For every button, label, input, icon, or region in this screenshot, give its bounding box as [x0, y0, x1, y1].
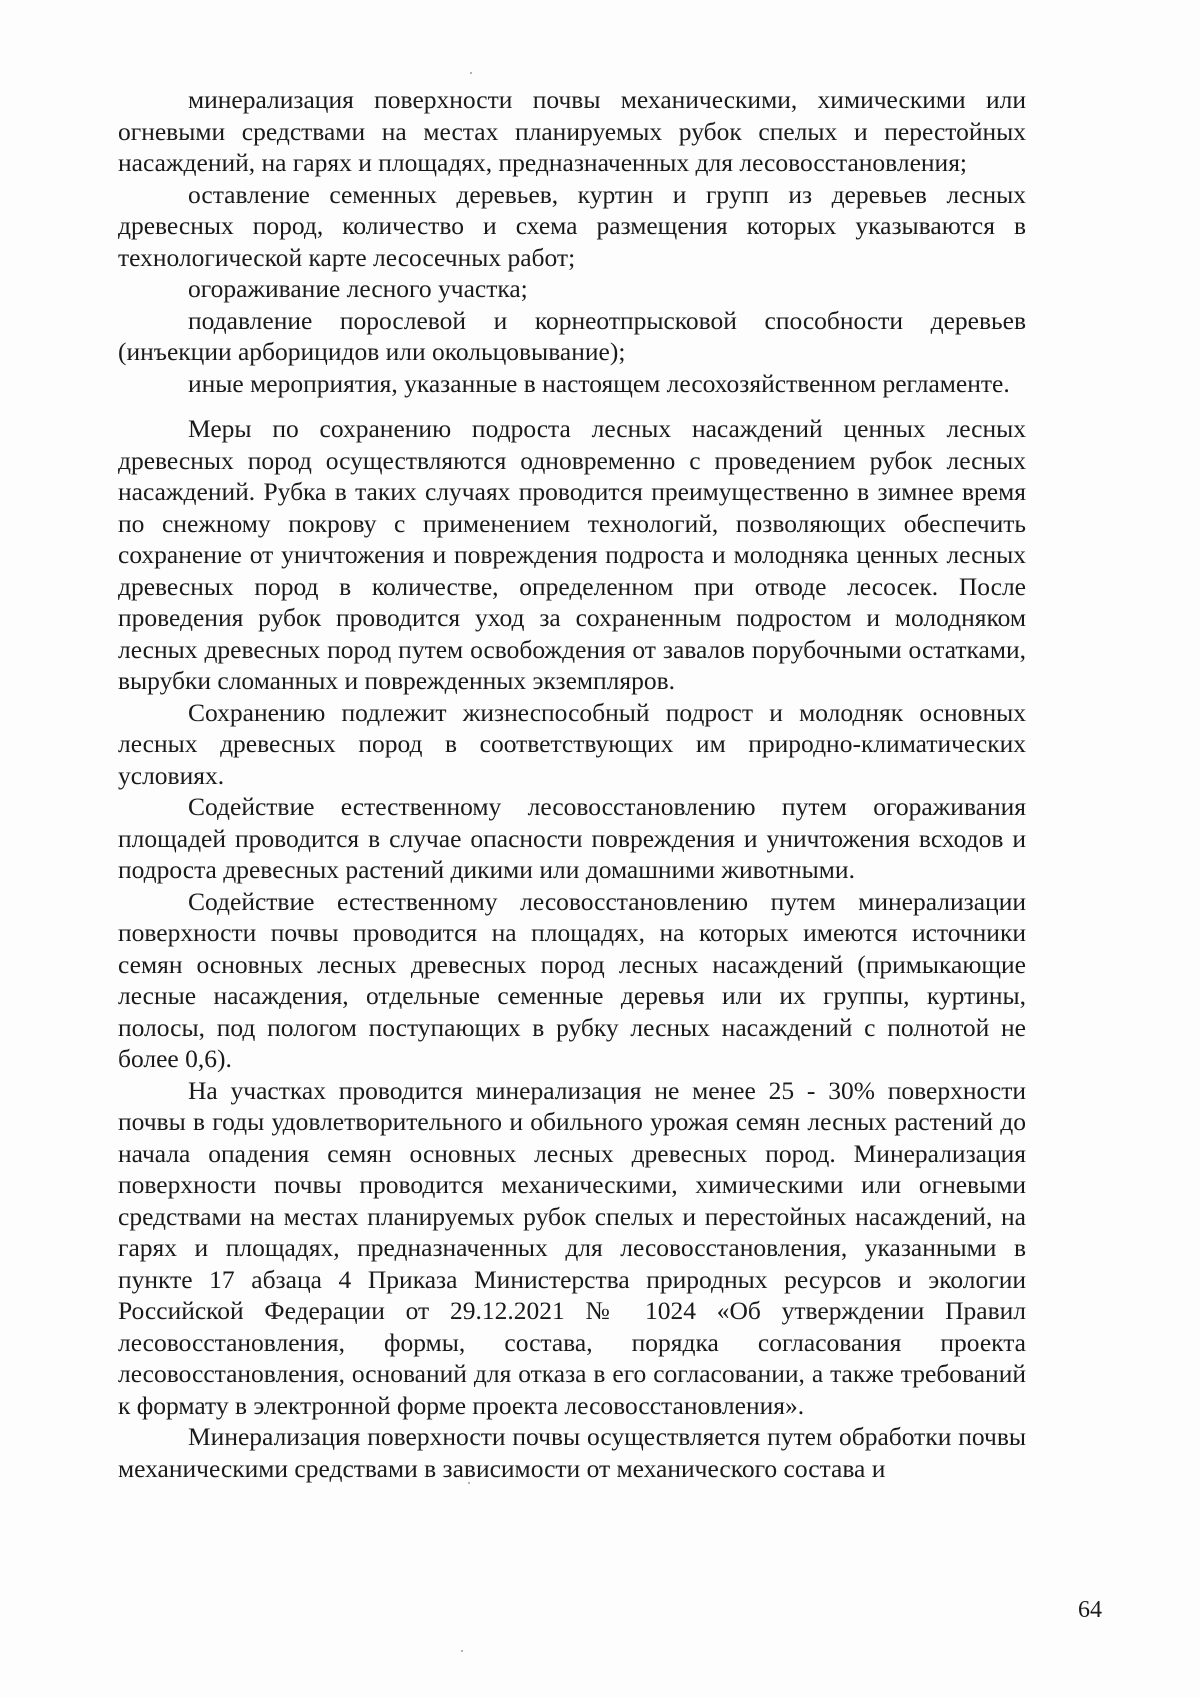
paragraph: Содействие естественному лесовосстановлению путем минерализации поверхности почвы проводится на площадях, на которых имеются источники семян основных лесных древесных пород лесных насаждений (примыкающие лесные насаждения, отдельные семенные деревья или их группы, куртины, полосы, под пологом поступающих в рубку лесных насаждений с полнотой не более 0,6). — [118, 886, 1026, 1073]
paragraph: огораживание лесного участка; — [188, 274, 528, 303]
document-body — [118, 84, 1026, 1484]
paragraph: минерализация поверхности почвы механическими, химическими или огневыми средствами на местах планируемых рубок спелых и перестойных насаждений, на гарях и площадях, предназначенных для лесовосстановления; — [118, 85, 1026, 177]
paragraph: Содействие естественному лесовосстановлению путем огораживания площадей проводится в случае опасности повреждения и уничтожения всходов и подроста древесных растений дикими или домашними животными. — [118, 792, 1026, 884]
paragraph: На участках проводится минерализация не менее 25 - 30% поверхности почвы в годы удовлетворительного и обильного урожая семян лесных растений до начала опадения семян основных лесных древесных пород. Минерализация поверхности почвы проводится механическими, химическими или огневыми средствами на местах планируемых рубок спелых и перестойных насаждений, на гарях и площадях, предназначенных для лесовосстановления, указанными в пункте 17 абзаца 4 Приказа Министерства природных ресурсов и экологии Российской Федерации от 29.12.2021 № 1024 «Об утверждении Правил лесовосстановления, формы, состава, порядка согласования проекта лесовосстановления, оснований для отказа в его согласовании, а также требований к формату в электронной форме проекта лесовосстановления». — [118, 1075, 1026, 1420]
paragraph: Меры по сохранению подроста лесных насаждений ценных лесных древесных пород осуществляются одновременно с проведением рубок лесных насаждений. Рубка в таких случаях проводится преимущественно в зимнее время по снежному покрову с применением технологий, позволяющих обеспечить сохранение от уничтожения и повреждения подроста и молодняка ценных лесных древесных пород в количестве, определенном при отводе лесосек. После проведения рубок проводится уход за сохраненным подростом и молодняком лесных древесных пород путем освобождения от завалов порубочными остатками, вырубки сломанных и поврежденных экземпляров. — [118, 414, 1026, 695]
page-number: 64 — [1078, 1597, 1102, 1623]
paragraph: подавление порослевой и корнеотпрысковой способности деревьев (инъекции арборицидов или окольцовывание); — [118, 305, 1026, 366]
paragraph: оставление семенных деревьев, куртин и групп из деревьев лесных древесных пород, количество и схема размещения которых указываются в технологической карте лесосечных работ; — [118, 179, 1026, 272]
paragraph: иные мероприятия, указанные в настоящем лесохозяйственном регламенте. — [188, 368, 1010, 398]
paragraph: Минерализация поверхности почвы осуществляется путем обработки почвы механическими средствами в зависимости от механического состава и — [118, 1422, 1026, 1483]
scan-speck — [461, 1650, 463, 1652]
paragraph: Сохранению подлежит жизнеспособный подрост и молодняк основных лесных древесных пород в соответствующих им природно-климатических условиях. — [118, 697, 1026, 790]
scan-speck — [470, 72, 472, 74]
